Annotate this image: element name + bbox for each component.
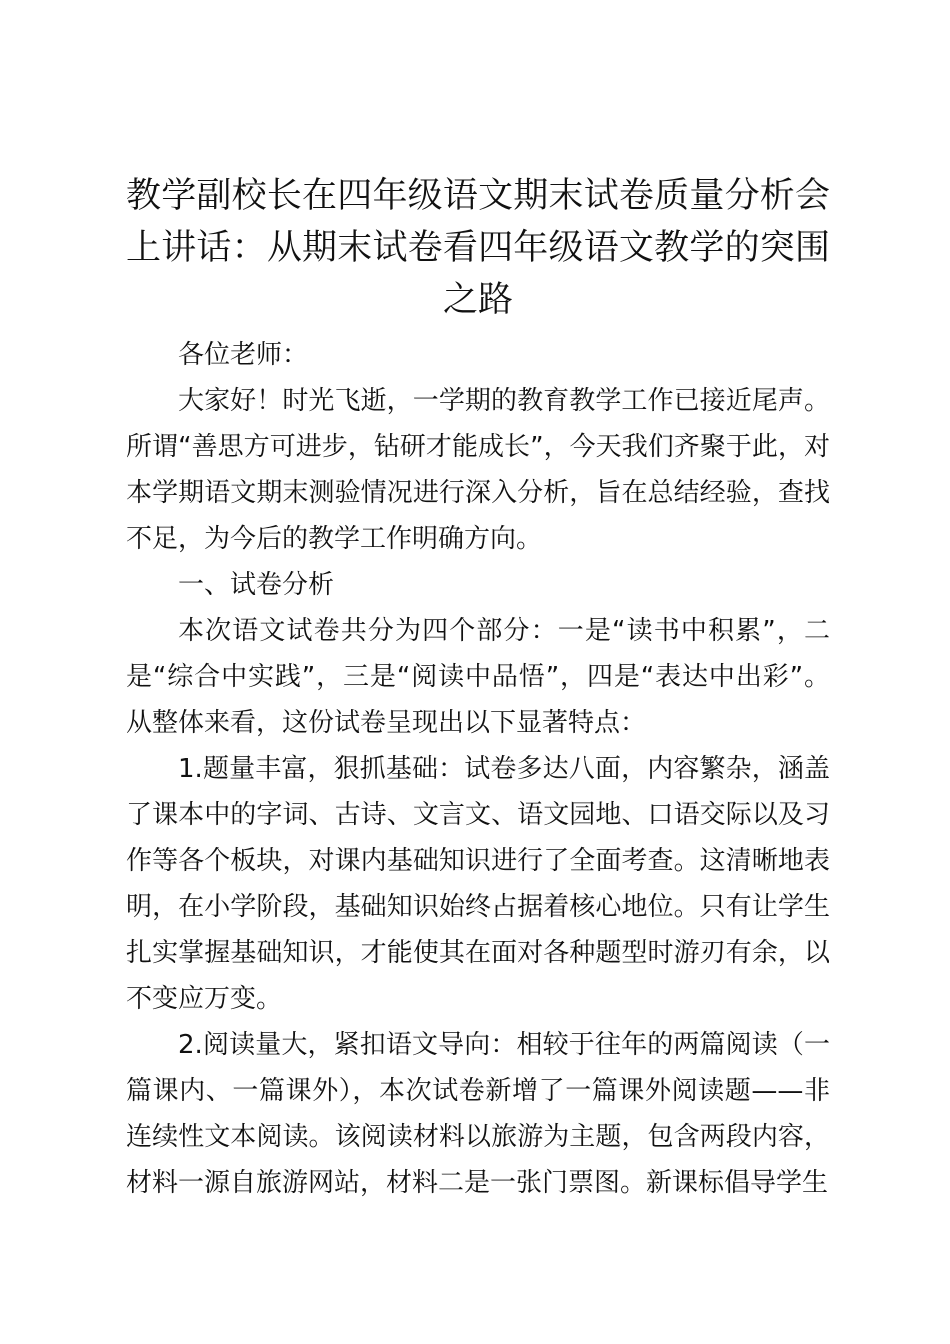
paragraph-intro: 大家好！时光飞逝，一学期的教育教学工作已接近尾声。所谓“善思方可进步，钻研才能成长”，今天我们齐聚于此，对本学期语文期末测验情况进行深入分析，旨在总结经验，查找不足，为今后的教学工作明确方向。 — [126, 386, 830, 554]
section-heading-paper-analysis: 一、试卷分析 — [178, 570, 335, 600]
document-page — [126, 170, 830, 1206]
document-title: 教学副校长在四年级语文期末试卷质量分析会上讲话：从期末试卷看四年级语文教学的突围之路 — [126, 176, 830, 320]
paragraph-paper-structure: 本次语文试卷共分为四个部分：一是“读书中积累”，二是“综合中实践”，三是“阅读中品悟”，四是“表达中出彩”。从整体来看，这份试卷呈现出以下显著特点： — [126, 616, 830, 738]
salutation: 各位老师： — [178, 340, 309, 370]
paragraph-point-1: 1.题量丰富，狠抓基础：试卷多达八面，内容繁杂，涵盖了课本中的字词、古诗、文言文、语文园地、口语交际以及习作等各个板块，对课内基础知识进行了全面考查。这清晰地表明，在小学阶段，基础知识始终占据着核心地位。只有让学生扎实掌握基础知识，才能使其在面对各种题型时游刃有余，以不变应万变。 — [126, 754, 830, 1014]
paragraph-point-2: 2.阅读量大，紧扣语文导向：相较于往年的两篇阅读（一篇课内、一篇课外），本次试卷新增了一篇课外阅读题——非连续性文本阅读。该阅读材料以旅游为主题，包含两段内容，材料一源自旅游网站，材料二是一张门票图。新课标倡导学生 — [126, 1030, 830, 1198]
